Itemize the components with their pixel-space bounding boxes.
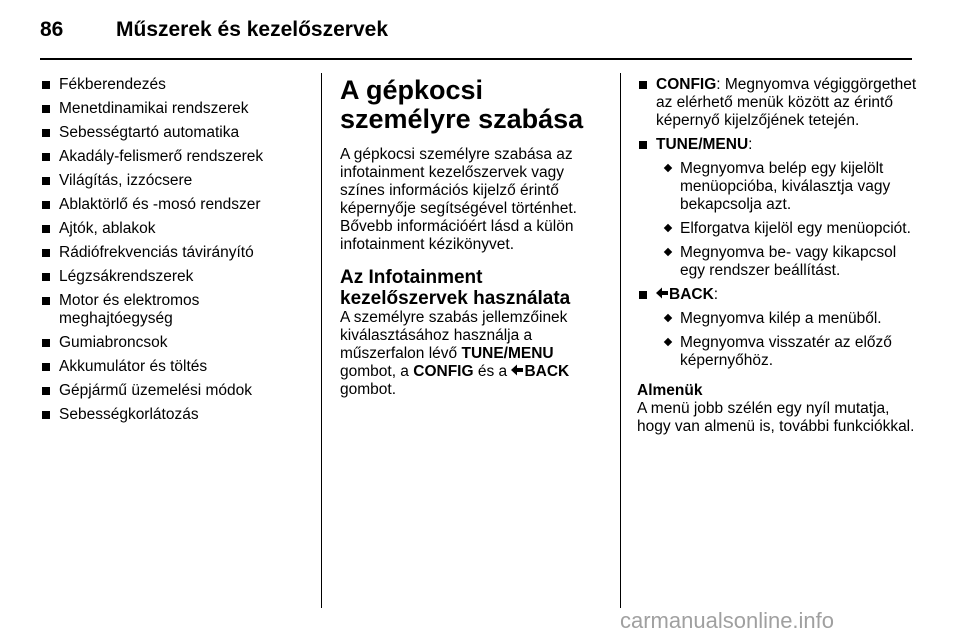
list-item: Sebességkorlátozás [40, 406, 310, 424]
colon: : [713, 286, 719, 303]
text-span: gombot. [340, 381, 397, 398]
subsection-heading: Az Infotainment kezelőszervek használata [340, 267, 571, 309]
text-span: gombot, a [340, 363, 414, 380]
list-item: Menetdinamikai rendszerek [40, 100, 310, 118]
tune-label: TUNE/MENU [656, 136, 749, 153]
list-item: Gumiabroncsok [40, 334, 310, 352]
list-item: Megnyomva belép egy kijelölt menüopcióba, kiválasztja vagy bekapcsolja azt. [656, 160, 917, 214]
config-item [637, 76, 917, 130]
back-label: BACK [669, 286, 714, 303]
tune-item [637, 136, 917, 280]
section-heading: A gépkocsi személyre szabása [340, 75, 584, 134]
text-span: és a [473, 363, 512, 380]
list-item: Rádiófrekvenciás távirányító [40, 244, 310, 262]
text-span: A személyre szabás jellemzőinek kiválasztásához használja a műszerfalon lévő [340, 309, 568, 362]
right-column [637, 76, 917, 436]
submenu-paragraph: A menü jobb szélén egy nyíl mutatja, hogy van almenü is, további funkciókkal. [637, 400, 915, 435]
back-arrow-icon [511, 364, 524, 376]
list-item: Sebességtartó automatika [40, 124, 310, 142]
list-item: Légzsákrendszerek [40, 268, 310, 286]
column-divider-right [620, 73, 621, 608]
list-item: Fékberendezés [40, 76, 310, 94]
control-list [637, 76, 917, 370]
list-item: Elforgatva kijelöl egy menüopciót. [656, 220, 917, 238]
config-description: : Megnyomva végiggörgethet az elérhető menük között az érintő képernyő kijelzőjének tetején. [656, 76, 917, 129]
page-header [40, 18, 388, 42]
list-item: Gépjármű üzemelési módok [40, 382, 310, 400]
config-key: CONFIG [413, 363, 474, 380]
list-item: Megnyomva kilép a menüből. [656, 310, 917, 328]
watermark: carmanualsonline.info [620, 608, 835, 633]
list-item: Motor és elektromos meghajtóegység [40, 292, 310, 328]
list-item: Ajtók, ablakok [40, 220, 310, 238]
back-arrow-icon [656, 287, 669, 299]
list-item: Akadály-felismerő rendszerek [40, 148, 310, 166]
back-key: BACK [524, 363, 570, 380]
page-number: 86 [40, 18, 64, 41]
list-item: Megnyomva visszatér az előző képernyőhöz. [656, 334, 917, 370]
config-label: CONFIG [656, 76, 717, 93]
chapter-list [40, 76, 310, 424]
header-rule [40, 58, 912, 60]
back-item [637, 286, 917, 370]
list-item: Megnyomva be- vagy kikapcsol egy rendszer beállítást. [656, 244, 917, 280]
controls-paragraph [340, 309, 605, 399]
intro-paragraph: A gépkocsi személyre szabása az infotainment kezelőszervek vagy színes információs kijelző érintő képernyője segítségével történhet. Bővebb információért lásd a külön infotainment kézikönyvet. [340, 146, 577, 253]
back-sublist [656, 310, 917, 370]
column-divider-left [321, 73, 322, 608]
page-title: Műszerek és kezelőszervek [116, 18, 389, 41]
left-column [40, 76, 310, 430]
list-item: Ablaktörlő és -mosó rendszer [40, 196, 310, 214]
middle-column [340, 76, 605, 399]
submenu-heading: Almenük [637, 382, 703, 399]
tune-menu-key: TUNE/MENU [461, 345, 554, 362]
list-item: Akkumulátor és töltés [40, 358, 310, 376]
list-item: Világítás, izzócsere [40, 172, 310, 190]
colon: : [748, 136, 753, 153]
tune-sublist [656, 160, 917, 280]
